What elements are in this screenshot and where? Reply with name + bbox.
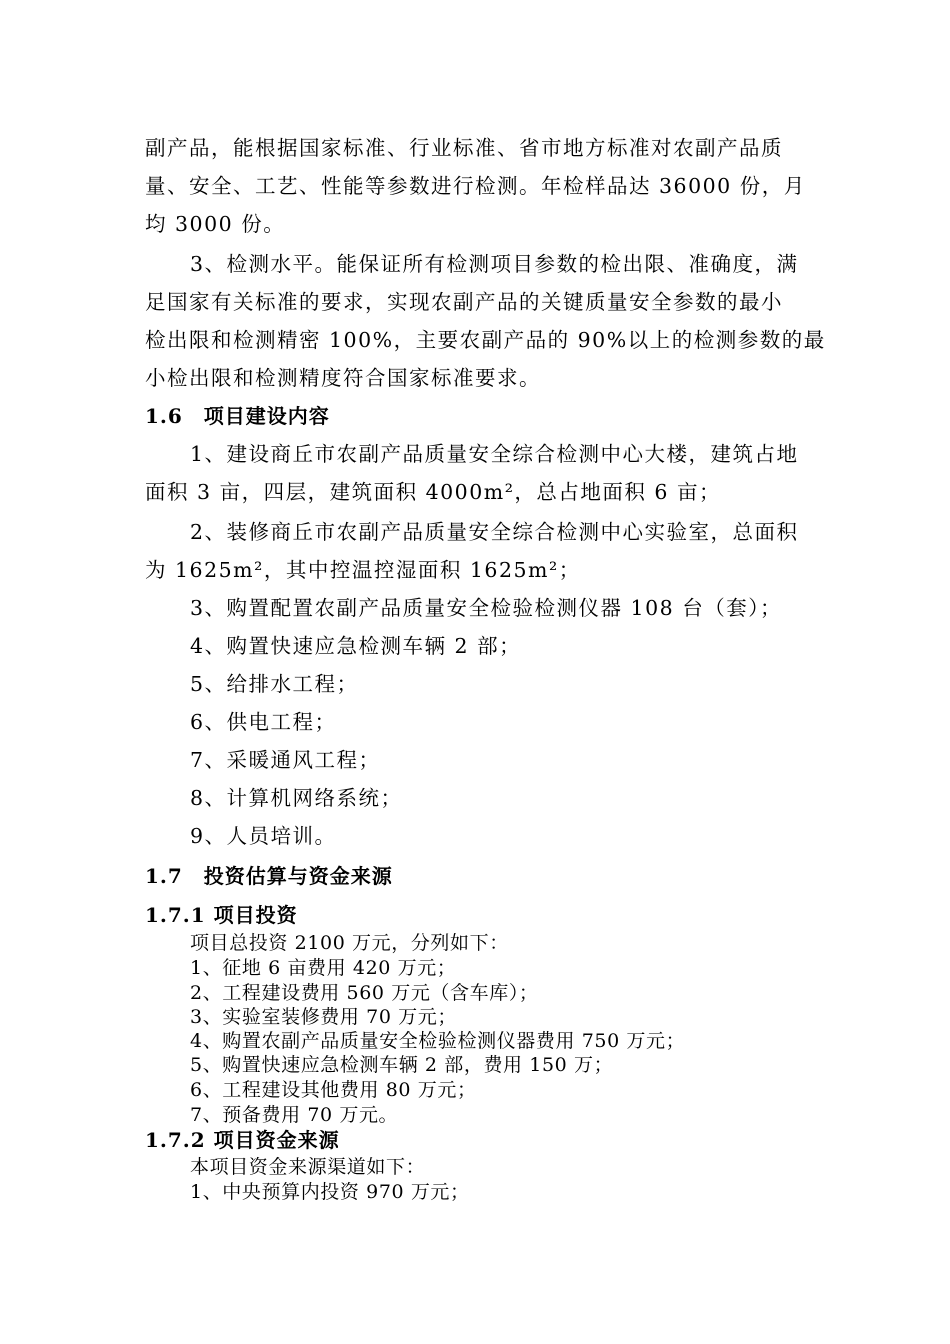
investment-item-6: 6、工程建设其他费用 80 万元； bbox=[190, 1079, 477, 1101]
construction-item-5: 5、给排水工程； bbox=[190, 672, 359, 696]
investment-item-5: 5、购置快速应急检测车辆 2 部，费用 150 万； bbox=[190, 1054, 614, 1076]
construction-item-9: 9、人员培训。 bbox=[190, 824, 337, 848]
construction-item-6: 6、供电工程； bbox=[190, 710, 337, 734]
investment-item-2: 2、工程建设费用 560 万元（含车库）； bbox=[190, 982, 539, 1004]
construction-item-8: 8、计算机网络系统； bbox=[190, 786, 403, 810]
investment-item-3: 3、实验室装修费用 70 万元； bbox=[190, 1006, 457, 1028]
section-heading-1-6: 1.6 项目建设内容 bbox=[145, 404, 330, 428]
text-line: 1、建设商丘市农副产品质量安全综合检测中心大楼，建筑占地 bbox=[190, 442, 799, 466]
funding-intro: 本项目资金来源渠道如下： bbox=[190, 1156, 426, 1178]
text-line: 量、安全、工艺、性能等参数进行检测。年检样品达 36000 份，月 bbox=[145, 174, 806, 198]
text-line: 2、装修商丘市农副产品质量安全综合检测中心实验室，总面积 bbox=[190, 520, 799, 544]
text-line: 小检出限和检测精度符合国家标准要求。 bbox=[145, 366, 541, 390]
section-heading-1-7: 1.7 投资估算与资金来源 bbox=[145, 864, 393, 888]
text-line: 为 1625m²，其中控温控湿面积 1625m²； bbox=[145, 558, 581, 582]
construction-item-7: 7、采暖通风工程； bbox=[190, 748, 381, 772]
investment-intro: 项目总投资 2100 万元，分列如下： bbox=[190, 932, 509, 954]
investment-item-7: 7、预备费用 70 万元。 bbox=[190, 1104, 399, 1126]
funding-item-1: 1、中央预算内投资 970 万元； bbox=[190, 1181, 470, 1203]
construction-item-4: 4、购置快速应急检测车辆 2 部； bbox=[190, 634, 522, 658]
investment-item-1: 1、征地 6 亩费用 420 万元； bbox=[190, 957, 457, 979]
text-line: 足国家有关标准的要求，实现农副产品的关键质量安全参数的最小 bbox=[145, 290, 783, 314]
subsection-heading-1-7-1: 1.7.1 项目投资 bbox=[145, 903, 298, 927]
text-line: 检出限和检测精密 100%，主要农副产品的 90%以上的检测参数的最 bbox=[145, 328, 826, 352]
subsection-heading-1-7-2: 1.7.2 项目资金来源 bbox=[145, 1128, 340, 1152]
investment-item-4: 4、购置农副产品质量安全检验检测仪器费用 750 万元； bbox=[190, 1030, 686, 1052]
text-line: 3、检测水平。能保证所有检测项目参数的检出限、准确度，满 bbox=[190, 252, 799, 276]
text-line: 均 3000 份。 bbox=[145, 212, 286, 236]
text-line: 面积 3 亩，四层，建筑面积 4000m²，总占地面积 6 亩； bbox=[145, 480, 721, 504]
text-line: 副产品，能根据国家标准、行业标准、省市地方标准对农副产品质 bbox=[145, 136, 783, 160]
construction-item-3: 3、购置配置农副产品质量安全检验检测仪器 108 台（套）； bbox=[190, 596, 782, 620]
